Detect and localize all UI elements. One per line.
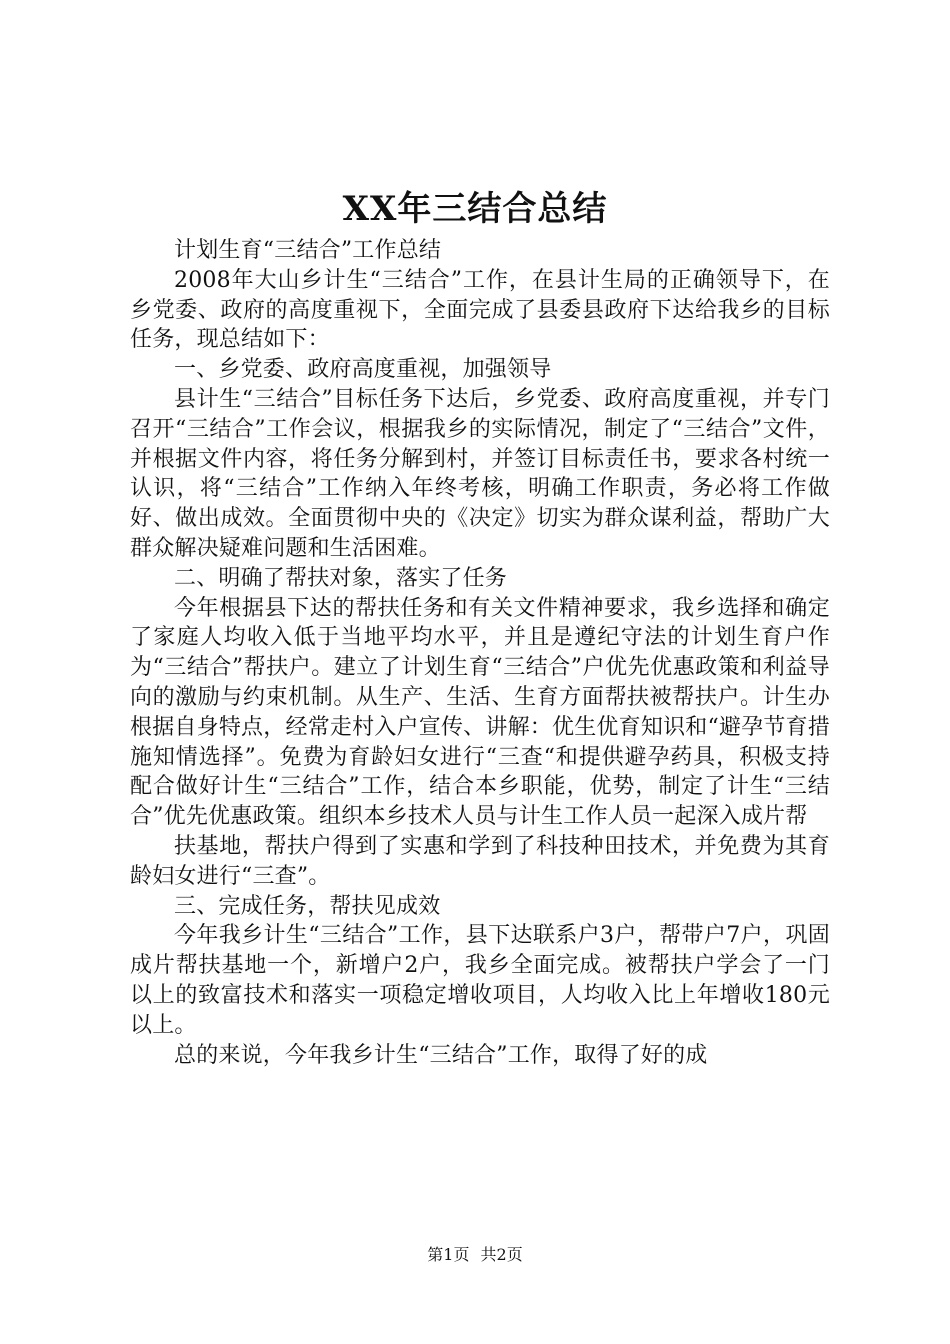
section-heading-3: 三、完成任务，帮扶见成效 [174,893,441,919]
page-total: 共2页 [480,1245,523,1264]
paragraph-section-1: 县计生“三结合”目标任务下达后，乡党委、政府高度重视，并专门召开“三结合”工作会议，根据我乡的实际情况，制定了“三结合”文件，并根据文件内容，将任务分解到村，并签订目标责任书，要求各村统一认识，将“三结合”工作纳入年终考核，明确工作职责，务必将工作做好、做出成效。全面贯彻中央的《决定》切实为群众谋利益，帮助广大群众解决疑难问题和生活困难。 [130,386,830,561]
document-title: XX年三结合总结 [342,189,608,229]
page-footer [0,1244,950,1266]
paragraph-intro: 2008年大山乡计生“三结合”工作，在县计生局的正确领导下，在乡党委、政府的高度重视下，全面完成了县委县政府下达给我乡的目标任务，现总结如下： [130,267,830,353]
section-heading-1: 一、乡党委、政府高度重视，加强领导 [174,357,552,383]
paragraph-section-2: 今年根据县下达的帮扶任务和有关文件精神要求，我乡选择和确定了家庭人均收入低于当地平均水平，并且是遵纪守法的计划生育户作为“三结合”帮扶户。建立了计划生育“三结合”户优先优惠政策和利益导向的激励与约束机制。从生产、生活、生育方面帮扶被帮扶户。计生办根据自身特点，经常走村入户宣传、讲解：优生优育知识和“避孕节育措施知情选择”。免费为育龄妇女进行“三查“和提供避孕药具，积极支持配合做好计生“三结合”工作，结合本乡职能，优势，制定了计生“三结合”优先优惠政策。组织本乡技术人员与计生工作人员一起深入成片帮 [130,595,830,830]
page-number: 第1页 [427,1245,470,1264]
subtitle: 计划生育“三结合”工作总结 [174,238,442,263]
section-heading-2: 二、明确了帮扶对象，落实了任务 [174,565,508,591]
paragraph-section-3: 今年我乡计生“三结合”工作，县下达联系户3户，帮带户7户，巩固成片帮扶基地一个，新增户2户，我乡全面完成。被帮扶户学会了一门以上的致富技术和落实一项稳定增收项目，人均收入比上年增收180元以上。 [130,923,830,1038]
paragraph-summary: 总的来说，今年我乡计生“三结合”工作，取得了好的成 [174,1042,708,1068]
paragraph-section-2-continued: 扶基地，帮扶户得到了实惠和学到了科技种田技术，并免费为其育龄妇女进行“三查”。 [130,833,830,889]
document-body [130,236,830,1070]
